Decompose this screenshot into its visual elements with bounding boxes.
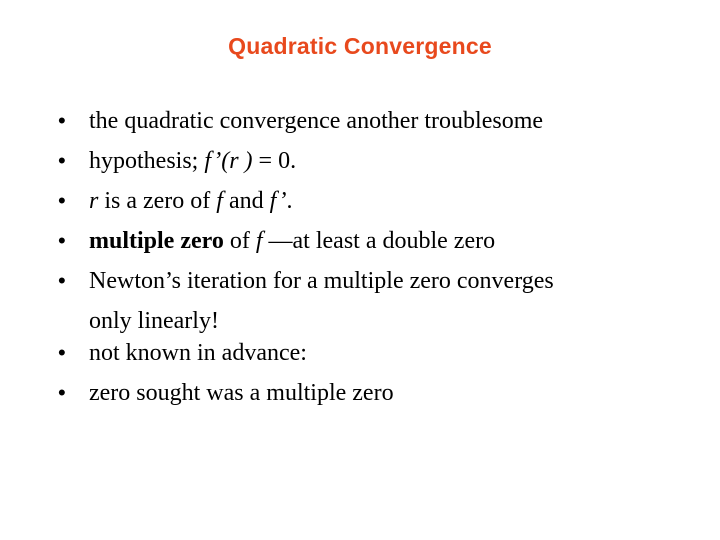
slide-title: Quadratic Convergence	[228, 33, 492, 59]
bullet-text: zero sought was a multiple zero	[89, 380, 394, 406]
bullet-icon: •	[58, 108, 66, 133]
list-item	[58, 141, 698, 181]
list-item	[58, 101, 698, 141]
bullet-icon: •	[58, 228, 66, 253]
bullet-text-italic: f	[255, 228, 263, 254]
bullet-list	[58, 101, 698, 341]
bullet-text: —at least a double zero	[262, 228, 496, 254]
list-item	[58, 181, 698, 221]
bullet-list-2	[58, 333, 698, 413]
bullet-text-italic: f’	[269, 188, 287, 214]
bullet-icon: •	[58, 268, 66, 293]
bullet-text: .	[286, 188, 293, 214]
bullet-text-italic: r	[89, 188, 99, 214]
bullet-text: the quadratic convergence another troublesome	[89, 108, 544, 134]
bullet-text: only linearly!	[89, 308, 219, 334]
list-item	[58, 221, 698, 261]
bullet-icon: •	[58, 340, 66, 365]
bullet-icon: •	[58, 148, 66, 173]
bullet-text: is a zero of	[98, 188, 217, 214]
bullet-text: Newton’s iteration for a multiple zero converges	[89, 268, 554, 294]
bullet-text: and	[222, 188, 270, 214]
list-item	[58, 373, 698, 413]
bullet-text-bold: multiple zero	[89, 228, 224, 254]
bullet-text: = 0.	[252, 148, 297, 174]
bullet-icon: •	[58, 380, 66, 405]
bullet-text: of	[223, 228, 256, 254]
bullet-text-italic: f	[216, 188, 223, 214]
bullet-icon: •	[58, 188, 66, 213]
list-item	[58, 333, 698, 373]
bullet-text: hypothesis;	[89, 148, 205, 174]
bullet-text: not known in advance:	[89, 340, 307, 366]
list-item	[58, 261, 698, 301]
bullet-text-italic: f’(r )	[204, 148, 253, 174]
